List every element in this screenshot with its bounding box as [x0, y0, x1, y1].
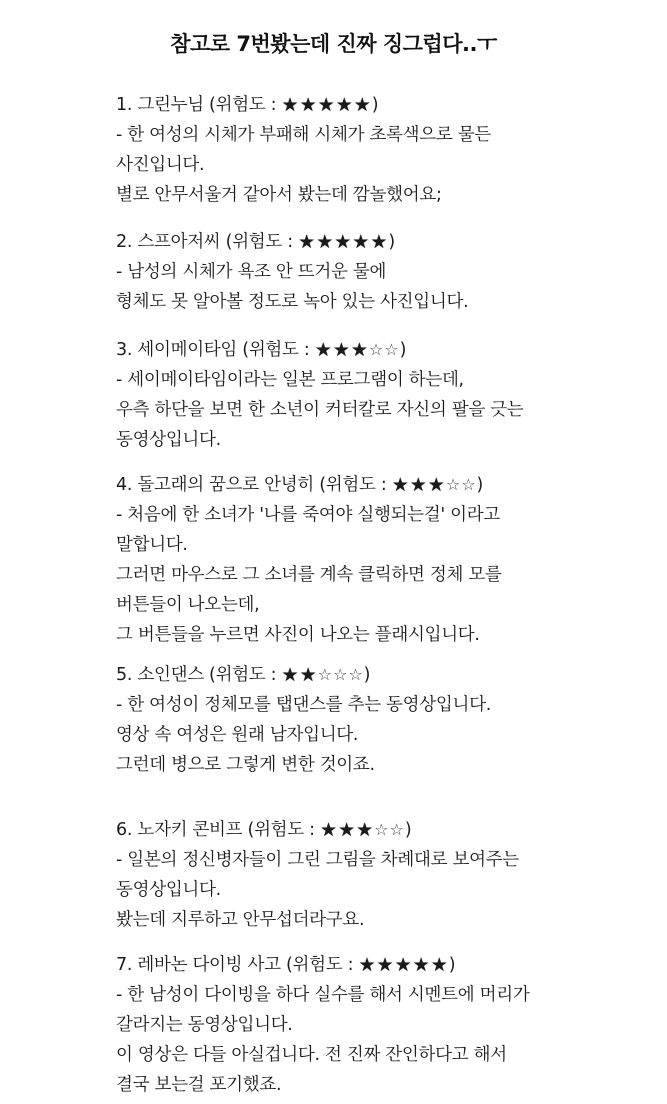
filled-star-icon: ★	[320, 819, 339, 841]
empty-star-icon: ☆	[368, 340, 385, 359]
entry-description-line: - 세이메이타임이라는 일본 프로그램이 하는데,	[116, 370, 464, 390]
filled-star-icon: ★	[430, 954, 449, 976]
danger-rating	[282, 660, 364, 690]
entry-heading: 5. 소인댄스 (위험도 : ★★☆☆☆)	[116, 660, 636, 690]
entry-heading: 2. 스프아저씨 (위험도 : ★★★★★)	[116, 227, 636, 257]
entry-item	[116, 660, 636, 780]
entry-description-line: 이 영상은 다들 아실겁니다. 전 진짜 잔인하다고 해서	[116, 1045, 507, 1065]
filled-star-icon: ★	[298, 231, 317, 253]
entry-description-line: 버튼들이 나오는데,	[116, 595, 260, 615]
entry-description-line: 형체도 못 알아볼 정도로 녹아 있는 사진입니다.	[116, 292, 469, 312]
entry-number: 6.	[116, 820, 133, 840]
danger-label: 위험도	[254, 820, 304, 840]
filled-star-icon: ★	[316, 231, 335, 253]
filled-star-icon: ★	[338, 819, 357, 841]
filled-star-icon: ★	[376, 954, 395, 976]
entry-description-line: 동영상입니다.	[116, 880, 221, 900]
page-title: 참고로 7번봤는데 진짜 징그럽다..ㅜ	[170, 32, 497, 56]
filled-star-icon: ★	[353, 94, 372, 116]
danger-rating	[392, 470, 477, 500]
filled-star-icon: ★	[335, 94, 354, 116]
danger-rating	[359, 950, 449, 980]
entry-number: 4.	[116, 475, 133, 495]
filled-star-icon: ★	[334, 231, 353, 253]
filled-star-icon: ★	[352, 231, 371, 253]
filled-star-icon: ★	[409, 474, 428, 496]
empty-star-icon: ☆	[384, 340, 400, 359]
entry-heading: 7. 레바논 다이빙 사고 (위험도 : ★★★★★)	[116, 950, 636, 980]
empty-star-icon: ☆	[389, 820, 405, 839]
filled-star-icon: ★	[299, 664, 318, 686]
entry-description-line: 갈라지는 동영상입니다.	[116, 1015, 293, 1035]
entry-item	[116, 335, 636, 455]
entry-name: 노자키 콘비프	[137, 820, 243, 840]
entry-heading: 1. 그린누님 (위험도 : ★★★★★)	[116, 90, 636, 120]
filled-star-icon: ★	[281, 664, 300, 686]
entry-description-line: 봤는데 지루하고 안무섭더라구요.	[116, 910, 365, 930]
entry-number: 3.	[116, 340, 133, 360]
entry-name: 소인댄스	[137, 665, 204, 685]
empty-star-icon: ☆	[374, 820, 390, 839]
entry-number: 1.	[116, 95, 133, 115]
entry-number: 2.	[116, 232, 133, 252]
entry-description-line: - 한 남성이 다이빙을 하다 실수를 해서 시멘트에 머리가	[116, 985, 530, 1005]
entry-item	[116, 90, 636, 210]
filled-star-icon: ★	[370, 231, 389, 253]
filled-star-icon: ★	[332, 339, 351, 361]
filled-star-icon: ★	[350, 339, 369, 361]
entry-name: 세이메이타임	[137, 340, 238, 360]
entry-name: 스프아저씨	[137, 232, 221, 252]
entry-name: 그린누님	[137, 95, 204, 115]
filled-star-icon: ★	[427, 474, 446, 496]
empty-star-icon: ☆	[332, 665, 349, 684]
filled-star-icon: ★	[412, 954, 431, 976]
entry-description-line: 우측 하단을 보면 한 소년이 커터칼로 자신의 팔을 긋는	[116, 400, 524, 420]
entry-number: 7.	[116, 955, 133, 975]
entry-heading: 6. 노자키 콘비프 (위험도 : ★★★☆☆)	[116, 815, 636, 845]
entry-description-line: 동영상입니다.	[116, 430, 221, 450]
filled-star-icon: ★	[281, 94, 300, 116]
danger-rating	[298, 227, 388, 257]
filled-star-icon: ★	[358, 954, 377, 976]
entry-name: 레바논 다이빙 사고	[137, 955, 281, 975]
danger-label: 위험도	[215, 95, 266, 115]
filled-star-icon: ★	[356, 819, 375, 841]
danger-label: 위험도	[232, 232, 283, 252]
entry-number: 5.	[116, 665, 133, 685]
entry-description-line: 그러면 마우스로 그 소녀를 계속 클릭하면 정체 모를	[116, 565, 502, 585]
danger-rating	[320, 815, 405, 845]
danger-label: 위험도	[248, 340, 299, 360]
entry-description-line: 그 버튼들을 누르면 사진이 나오는 플래시입니다.	[116, 625, 480, 645]
entry-description-line: - 남성의 시체가 욕조 안 뜨거운 물에	[116, 262, 387, 282]
entry-description-line: 사진입니다.	[116, 155, 205, 175]
danger-label: 위험도	[325, 475, 376, 495]
entry-heading: 3. 세이메이타임 (위험도 : ★★★☆☆)	[116, 335, 636, 365]
entry-item	[116, 815, 636, 935]
entry-description-line: 말합니다.	[116, 535, 188, 555]
entry-description-line: - 처음에 한 소녀가 '나를 죽여야 실행되는걸' 이라고	[116, 505, 500, 525]
filled-star-icon: ★	[317, 94, 336, 116]
filled-star-icon: ★	[391, 474, 410, 496]
entry-item	[116, 227, 636, 317]
filled-star-icon: ★	[394, 954, 413, 976]
empty-star-icon: ☆	[461, 475, 477, 494]
entry-heading: 4. 돌고래의 꿈으로 안녕히 (위험도 : ★★★☆☆)	[116, 470, 636, 500]
filled-star-icon: ★	[314, 339, 333, 361]
danger-rating	[315, 335, 400, 365]
danger-label: 위험도	[292, 955, 343, 975]
empty-star-icon: ☆	[348, 665, 364, 684]
danger-label: 위험도	[215, 665, 266, 685]
empty-star-icon: ☆	[317, 665, 333, 684]
entry-item	[116, 470, 636, 650]
entry-name: 돌고래의 꿈으로 안녕히	[137, 475, 314, 495]
entry-item	[116, 950, 636, 1100]
empty-star-icon: ☆	[445, 475, 462, 494]
danger-rating	[282, 90, 372, 120]
entry-description-line: - 한 여성의 시체가 부패해 시체가 초록색으로 물든	[116, 125, 491, 145]
entry-description-line: 그런데 병으로 그렇게 변한 것이죠.	[116, 755, 375, 775]
entry-description-line: - 일본의 정신병자들이 그린 그림을 차례대로 보여주는	[116, 850, 519, 870]
filled-star-icon: ★	[299, 94, 318, 116]
entry-description-line: 결국 보는걸 포기했죠.	[116, 1075, 282, 1095]
entry-description-line: - 한 여성이 정체모를 탭댄스를 추는 동영상입니다.	[116, 695, 491, 715]
entry-description-line: 별로 안무서울거 같아서 봤는데 깜놀했어요;	[116, 185, 442, 205]
entry-description-line: 영상 속 여성은 원래 남자입니다.	[116, 725, 359, 745]
